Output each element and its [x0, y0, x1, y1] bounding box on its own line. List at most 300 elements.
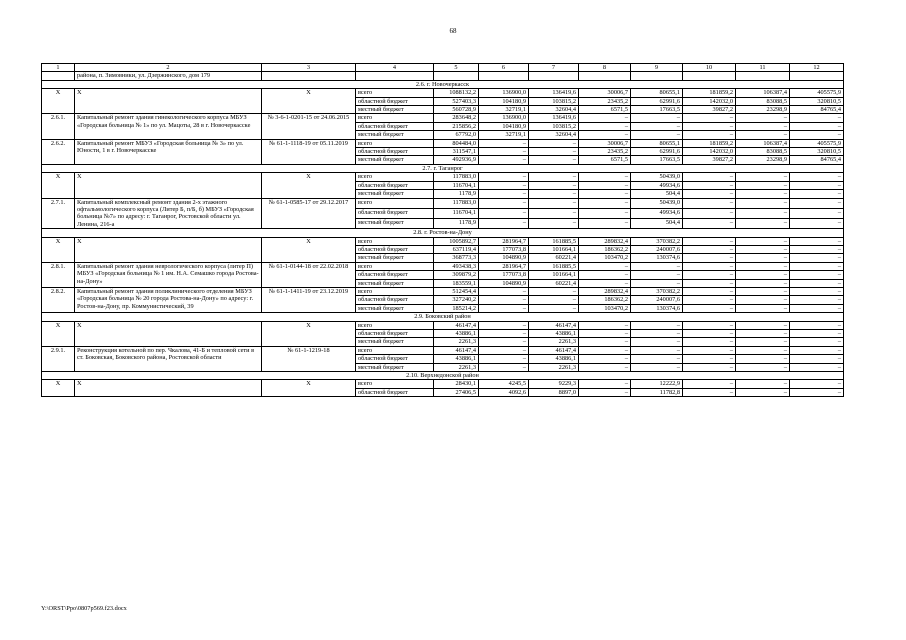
table-cell: –	[579, 363, 631, 371]
table-cell: всего	[356, 237, 434, 245]
table-cell: 117883,0	[434, 198, 479, 208]
table-cell: –	[529, 304, 579, 312]
table-row	[42, 173, 844, 181]
table-cell: 23298,9	[736, 106, 790, 114]
table-cell: 32604,4	[529, 106, 579, 114]
table-cell: областной бюджет	[356, 181, 434, 189]
table-cell: 183559,1	[434, 279, 479, 287]
table-cell: 289832,4	[579, 287, 631, 295]
table-cell: –	[683, 296, 736, 304]
header-cell: 1	[42, 64, 75, 72]
table-cell: 67792,0	[434, 131, 479, 139]
table-cell: –	[790, 122, 844, 130]
table-cell: 84765,4	[790, 156, 844, 164]
table-cell: Реконструкция котельной по пер. Чкалова, 41-Б и тепловой сети в ст. Боковская, Боковского района, Ростовской области	[75, 346, 262, 371]
table-cell: 83088,5	[736, 97, 790, 105]
table-cell: –	[736, 208, 790, 218]
table-cell: –	[736, 380, 790, 388]
table-cell: 560728,9	[434, 106, 479, 114]
table-cell: –	[579, 262, 631, 270]
table-row	[42, 114, 844, 122]
table-cell: –	[736, 254, 790, 262]
table-cell: 4092,6	[479, 388, 529, 396]
table-cell: 504,4	[631, 190, 683, 198]
table-cell: –	[683, 380, 736, 388]
table-cell: –	[736, 321, 790, 329]
table-cell: –	[683, 245, 736, 253]
table-cell: –	[683, 321, 736, 329]
table-cell: –	[736, 279, 790, 287]
header-cell: 11	[736, 64, 790, 72]
table-cell	[479, 72, 529, 80]
table-cell: 32719,1	[479, 131, 529, 139]
section-title: 2.8. г. Ростов-на-Дону	[42, 229, 844, 237]
table-cell: местный бюджет	[356, 254, 434, 262]
section-title: 2.9. Боковский район	[42, 313, 844, 321]
table-cell: –	[479, 156, 529, 164]
table-cell: –	[683, 208, 736, 218]
table-cell: 2.8.2.	[42, 287, 75, 312]
table-cell: –	[529, 148, 579, 156]
table-cell: –	[683, 262, 736, 270]
table-cell: –	[790, 304, 844, 312]
table-cell: 240007,6	[631, 245, 683, 253]
table-header-row	[42, 64, 844, 72]
table-cell: № 61-1-0144-18 от 22.02.2018	[262, 262, 356, 287]
table-cell: –	[683, 304, 736, 312]
table-cell: –	[683, 338, 736, 346]
section-row	[42, 372, 844, 380]
table-cell: –	[529, 190, 579, 198]
table-cell: 637119,4	[434, 245, 479, 253]
table-cell: 43886,1	[434, 330, 479, 338]
table-cell: –	[631, 346, 683, 354]
table-cell: –	[683, 237, 736, 245]
table-cell: областной бюджет	[356, 245, 434, 253]
table-cell: местный бюджет	[356, 131, 434, 139]
table-cell: 512454,4	[434, 287, 479, 295]
table-cell: Капитальный ремонт здания поликлинического отделения МБУЗ «Городская больница № 20 города Ростова-на-Дону» по адресу: г. Ростов-на-Дону, пр. Коммунистический, 39	[75, 287, 262, 312]
table-cell: –	[790, 271, 844, 279]
table-cell: областной бюджет	[356, 296, 434, 304]
table-cell: 161885,5	[529, 262, 579, 270]
table-cell: 17663,5	[631, 106, 683, 114]
table-cell: всего	[356, 173, 434, 181]
section-row	[42, 164, 844, 172]
table-cell	[579, 72, 631, 80]
table-cell: –	[736, 346, 790, 354]
table-cell: –	[479, 218, 529, 228]
table-cell: –	[579, 380, 631, 388]
table-cell: Х	[75, 89, 262, 114]
table-cell: –	[790, 181, 844, 189]
table-row	[42, 89, 844, 97]
table-row	[42, 380, 844, 388]
table-cell: № 61-1-1219-18	[262, 346, 356, 371]
table-cell: –	[479, 355, 529, 363]
table-cell: –	[736, 338, 790, 346]
table-cell: всего	[356, 287, 434, 295]
table-cell	[262, 72, 356, 80]
table-cell: 116704,1	[434, 208, 479, 218]
table-cell: –	[683, 131, 736, 139]
table-cell: 309879,2	[434, 271, 479, 279]
table-cell: –	[631, 330, 683, 338]
table-cell: местный бюджет	[356, 363, 434, 371]
table-cell: 2261,3	[529, 363, 579, 371]
table-cell: –	[579, 279, 631, 287]
table-cell: –	[683, 287, 736, 295]
table-cell: 11782,8	[631, 388, 683, 396]
table-cell: –	[736, 262, 790, 270]
table-cell: –	[790, 287, 844, 295]
table-cell: 39827,2	[683, 156, 736, 164]
table-cell: 30006,7	[579, 89, 631, 97]
table-cell: –	[736, 131, 790, 139]
table-cell: 17663,5	[631, 156, 683, 164]
header-cell: 4	[356, 64, 434, 72]
table-cell: –	[790, 245, 844, 253]
table-cell: –	[683, 173, 736, 181]
table-cell: 1178,9	[434, 190, 479, 198]
table-cell: 84765,4	[790, 106, 844, 114]
table-cell	[683, 72, 736, 80]
table-cell: 142032,0	[683, 148, 736, 156]
table-cell: –	[683, 122, 736, 130]
table-cell: –	[736, 388, 790, 396]
table-cell: –	[479, 208, 529, 218]
table-cell: –	[790, 190, 844, 198]
table-cell: 136900,0	[479, 89, 529, 97]
page-number: 68	[449, 27, 457, 35]
table-cell: –	[683, 181, 736, 189]
table-cell: 103815,2	[529, 97, 579, 105]
table-cell: 2261,3	[434, 338, 479, 346]
table-cell: –	[683, 363, 736, 371]
table-cell: –	[683, 346, 736, 354]
table-cell: 177073,8	[479, 271, 529, 279]
table-cell: –	[790, 330, 844, 338]
table-cell: 60221,4	[529, 254, 579, 262]
table-cell: –	[683, 254, 736, 262]
table-cell: всего	[356, 262, 434, 270]
table-cell: –	[790, 321, 844, 329]
table-cell: 2.8.1.	[42, 262, 75, 287]
table-cell: –	[579, 208, 631, 218]
table-cell: Капитальный ремонт здания неврологического корпуса (литер П) МБУЗ «Городская больница № 1 им. Н.А. Семашко города Ростова-на-Дону»	[75, 262, 262, 287]
table-cell: 4245,5	[479, 380, 529, 388]
table-cell: Капитальный ремонт здания гинекологического корпуса МБУЗ «Городская больница № 1» по ул. Мацоты, 28 в г. Новочеркасске	[75, 114, 262, 139]
table-cell: –	[790, 355, 844, 363]
table-cell: 50439,0	[631, 173, 683, 181]
table-row	[42, 237, 844, 245]
table-cell: 101664,1	[529, 271, 579, 279]
table-cell: –	[736, 296, 790, 304]
table-cell: –	[790, 198, 844, 208]
table-cell: –	[683, 271, 736, 279]
table-cell: 6571,5	[579, 156, 631, 164]
table-cell: –	[736, 271, 790, 279]
header-cell: 2	[75, 64, 262, 72]
table-cell: –	[479, 148, 529, 156]
table-cell: –	[479, 363, 529, 371]
table-body	[42, 72, 844, 397]
table-cell: всего	[356, 346, 434, 354]
section-row	[42, 80, 844, 88]
table-cell: –	[579, 321, 631, 329]
table-cell: –	[736, 122, 790, 130]
table-cell: 1005892,7	[434, 237, 479, 245]
header-cell: 7	[529, 64, 579, 72]
table-cell: района, п. Зимовники, ул. Дзержинского, дом 179	[75, 72, 262, 80]
table-cell: местный бюджет	[356, 338, 434, 346]
table-cell: 46147,4	[529, 346, 579, 354]
table-cell: 39827,2	[683, 106, 736, 114]
table-cell: –	[683, 355, 736, 363]
table-cell: –	[579, 271, 631, 279]
table-cell: Х	[75, 380, 262, 397]
table-cell: 32604,4	[529, 131, 579, 139]
table-cell: –	[683, 190, 736, 198]
table-cell: –	[736, 355, 790, 363]
table-cell: 23435,2	[579, 148, 631, 156]
table-cell: 181859,2	[683, 89, 736, 97]
table-cell: Х	[75, 237, 262, 262]
table-cell: Х	[42, 380, 75, 397]
table-cell: № 3-6-1-0201-15 от 24.06.2015	[262, 114, 356, 139]
file-path-footer: Y:\ORST\Ppo\0807p569.f23.docx	[41, 605, 127, 612]
table-cell: всего	[356, 380, 434, 388]
table-cell: Х	[262, 89, 356, 114]
table-cell: областной бюджет	[356, 122, 434, 130]
table-cell: 283648,2	[434, 114, 479, 122]
table-cell: –	[683, 114, 736, 122]
table-cell	[356, 72, 434, 80]
table-cell: Капитальный ремонт МБУЗ «Городская больница № 3» по ул. Юности, 1 в г. Новочеркасске	[75, 139, 262, 164]
table-cell: местный бюджет	[356, 156, 434, 164]
table-cell: 104890,9	[479, 254, 529, 262]
table-cell: 23435,2	[579, 97, 631, 105]
table-cell: –	[479, 338, 529, 346]
table-cell: Х	[42, 237, 75, 262]
table-row	[42, 262, 844, 270]
table-cell: 43886,1	[434, 355, 479, 363]
table-cell: –	[790, 262, 844, 270]
table-cell: –	[579, 355, 631, 363]
table-cell: –	[631, 363, 683, 371]
table-cell: –	[479, 139, 529, 147]
table-cell: 46147,4	[529, 321, 579, 329]
table-cell: 2.6.1.	[42, 114, 75, 139]
table-cell: 405575,9	[790, 89, 844, 97]
table-cell: –	[631, 122, 683, 130]
table-row	[42, 287, 844, 295]
table-cell: –	[479, 321, 529, 329]
table-cell: –	[736, 173, 790, 181]
table-cell: 103815,2	[529, 122, 579, 130]
table-cell: областной бюджет	[356, 330, 434, 338]
table-cell: 136419,6	[529, 89, 579, 97]
table-cell: –	[736, 218, 790, 228]
table-cell: 43886,1	[529, 330, 579, 338]
table-cell: –	[479, 346, 529, 354]
table-cell: 1178,9	[434, 218, 479, 228]
table-cell: областной бюджет	[356, 271, 434, 279]
table-cell: 9229,3	[529, 380, 579, 388]
table-cell: всего	[356, 321, 434, 329]
table-cell	[736, 72, 790, 80]
table-cell: 527403,3	[434, 97, 479, 105]
table-cell: –	[529, 181, 579, 189]
table-cell: 185214,2	[434, 304, 479, 312]
table-cell: 320810,5	[790, 148, 844, 156]
table-cell: –	[579, 173, 631, 181]
table-cell: –	[790, 363, 844, 371]
section-row	[42, 313, 844, 321]
table-cell: 117883,0	[434, 173, 479, 181]
table-cell: областной бюджет	[356, 355, 434, 363]
table-cell: № 61-1-1118-19 от 05.11.2019	[262, 139, 356, 164]
table-row	[42, 198, 844, 208]
table-cell: Х	[262, 173, 356, 198]
table-cell: –	[790, 218, 844, 228]
header-cell: 5	[434, 64, 479, 72]
table-cell: 49934,6	[631, 181, 683, 189]
table-cell: местный бюджет	[356, 190, 434, 198]
table-cell: –	[790, 237, 844, 245]
table-row	[42, 346, 844, 354]
table-cell: 101664,1	[529, 245, 579, 253]
table-cell: –	[790, 338, 844, 346]
table-row	[42, 321, 844, 329]
table-cell: –	[790, 346, 844, 354]
table-cell: областной бюджет	[356, 208, 434, 218]
table-cell: Х	[75, 173, 262, 198]
table-cell: 103470,2	[579, 304, 631, 312]
table-cell: 368773,3	[434, 254, 479, 262]
table-cell: –	[683, 279, 736, 287]
table-cell: 43886,1	[529, 355, 579, 363]
table-cell: –	[529, 139, 579, 147]
table-cell: –	[479, 296, 529, 304]
header-cell: 3	[262, 64, 356, 72]
table-cell: местный бюджет	[356, 218, 434, 228]
table-cell: –	[579, 190, 631, 198]
table-cell: –	[736, 245, 790, 253]
table-cell: –	[631, 279, 683, 287]
header-cell: 12	[790, 64, 844, 72]
table-cell: –	[529, 198, 579, 208]
table-cell: –	[529, 296, 579, 304]
table-cell: 60221,4	[529, 279, 579, 287]
table-cell: –	[790, 254, 844, 262]
table-cell: 80655,1	[631, 139, 683, 147]
table-cell: областной бюджет	[356, 148, 434, 156]
table-cell: 130374,6	[631, 304, 683, 312]
table-cell: 215856,2	[434, 122, 479, 130]
table-cell: 2261,3	[434, 363, 479, 371]
table-cell: –	[529, 156, 579, 164]
table-cell: 177073,8	[479, 245, 529, 253]
table-cell: 106387,4	[736, 89, 790, 97]
table-cell: 28430,1	[434, 380, 479, 388]
table-cell: 161885,5	[529, 237, 579, 245]
table-cell: 281964,7	[479, 262, 529, 270]
table-cell: 46147,4	[434, 321, 479, 329]
table-cell: –	[790, 131, 844, 139]
table-cell: всего	[356, 114, 434, 122]
table-row	[42, 139, 844, 147]
table-cell: –	[683, 388, 736, 396]
table-cell: 50439,0	[631, 198, 683, 208]
table-cell: –	[631, 338, 683, 346]
table-cell: 2.9.1.	[42, 346, 75, 371]
table-cell: 2261,3	[529, 338, 579, 346]
table-cell: –	[790, 173, 844, 181]
table-cell: –	[736, 114, 790, 122]
header-cell: 8	[579, 64, 631, 72]
table-cell: –	[736, 304, 790, 312]
table-cell: 492936,9	[434, 156, 479, 164]
table-cell: –	[683, 218, 736, 228]
table-cell: –	[736, 287, 790, 295]
table-cell: –	[631, 131, 683, 139]
table-cell: 30006,7	[579, 139, 631, 147]
table-cell: –	[529, 208, 579, 218]
table-cell: –	[631, 114, 683, 122]
table-cell: 8897,0	[529, 388, 579, 396]
table-cell: местный бюджет	[356, 304, 434, 312]
table-cell: –	[683, 330, 736, 338]
table-cell: 320810,5	[790, 97, 844, 105]
table-cell: Х	[262, 380, 356, 397]
table-cell: 83088,5	[736, 148, 790, 156]
table-cell: –	[736, 190, 790, 198]
table-cell: 104180,9	[479, 97, 529, 105]
table-cell: –	[790, 380, 844, 388]
table-cell: –	[529, 218, 579, 228]
table-cell: –	[479, 190, 529, 198]
table-cell: –	[579, 122, 631, 130]
table-cell: № 61-1-1411-19 от 23.12.2019	[262, 287, 356, 312]
table-cell: Х	[42, 89, 75, 114]
table-cell: –	[579, 388, 631, 396]
section-row	[42, 229, 844, 237]
table-cell	[434, 72, 479, 80]
table-cell: 2.6.2.	[42, 139, 75, 164]
header-cell: 9	[631, 64, 683, 72]
table-cell: 370382,2	[631, 237, 683, 245]
table-cell: –	[736, 181, 790, 189]
table-cell: 27406,5	[434, 388, 479, 396]
table-cell: всего	[356, 89, 434, 97]
table-cell: областной бюджет	[356, 97, 434, 105]
table-cell: Х	[42, 173, 75, 198]
table-cell: 1088132,2	[434, 89, 479, 97]
table-cell: –	[579, 346, 631, 354]
table-cell: 130374,6	[631, 254, 683, 262]
table-cell: 804484,0	[434, 139, 479, 147]
table-cell: –	[479, 287, 529, 295]
table-cell: 186362,2	[579, 296, 631, 304]
table-cell: Капитальный комплексный ремонт здания 2-х этажного офтальмологического корпуса (Литер Б, п/Б, б) МБУЗ «Городская больница №7» по адресу: г. Таганрог, Ростовской области ул. Ленина, 216-а	[75, 198, 262, 229]
section-title: 2.7. г. Таганрог	[42, 164, 844, 172]
table-cell: –	[579, 131, 631, 139]
table-cell: –	[631, 271, 683, 279]
table-cell: № 61-1-0585-17 от 29.12.2017	[262, 198, 356, 229]
table-cell: 62991,6	[631, 148, 683, 156]
table-cell: областной бюджет	[356, 388, 434, 396]
